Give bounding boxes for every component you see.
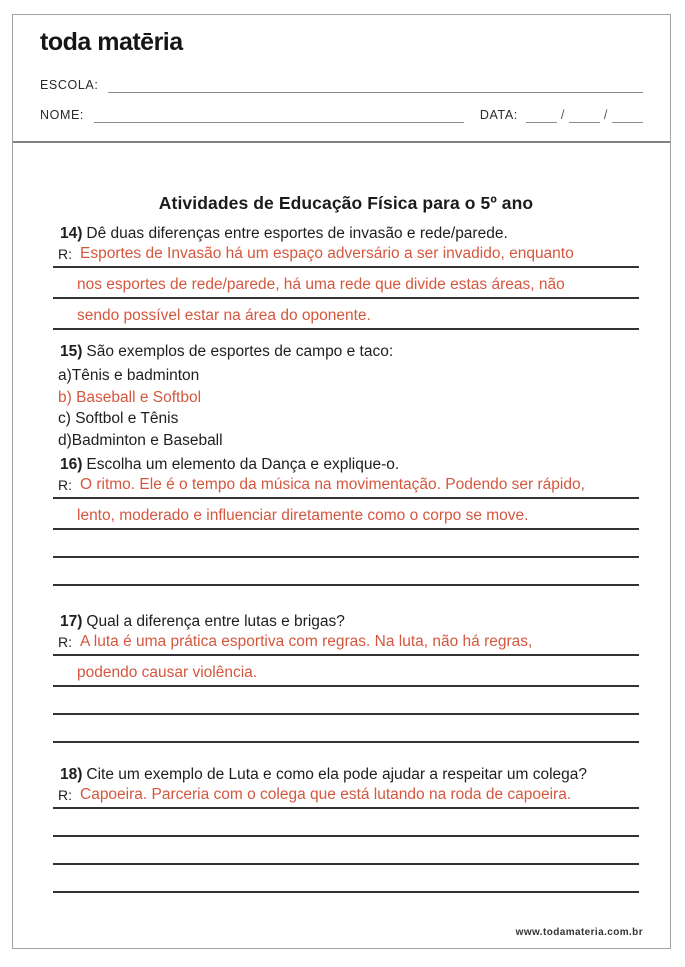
question-heading [60, 612, 639, 632]
question-block [53, 342, 639, 451]
question-number: 14) [60, 225, 83, 242]
school-write-line [108, 77, 643, 93]
answer-label: R: [58, 634, 72, 650]
date-separator: / [560, 108, 565, 122]
answer-text: Capoeira. Parceria com o colega que está lutando na roda de capoeira. [80, 786, 572, 803]
blank-write-line [53, 687, 639, 715]
options-list [58, 365, 639, 451]
question-number: 18) [60, 766, 83, 783]
date-month-line [569, 107, 600, 123]
answer-option: d)Badminton e Baseball [58, 431, 223, 449]
answer-write-line [53, 499, 639, 530]
school-label: ESCOLA: [40, 78, 99, 92]
answer-label: R: [58, 787, 72, 803]
answer-text: lento, moderado e influenciar diretamente como o corpo se move. [77, 507, 529, 524]
questions-container [53, 224, 639, 893]
blank-write-line [53, 809, 639, 837]
question-number: 17) [60, 613, 83, 630]
worksheet-page [12, 14, 671, 949]
blank-write-line [53, 558, 639, 586]
worksheet-footer [516, 927, 643, 938]
answer-write-line [53, 475, 639, 499]
worksheet-body [13, 193, 670, 893]
school-row [40, 76, 643, 93]
name-label: NOME: [40, 108, 84, 122]
page-title: Atividades de Educação Física para o 5º ano [158, 193, 534, 213]
header-divider [13, 141, 670, 143]
blank-write-line [53, 715, 639, 743]
date-day-line [526, 107, 557, 123]
website-url: www.todamateria.com.br [515, 927, 643, 938]
question-text: Escolha um elemento da Dança e explique-o. [86, 456, 400, 473]
worksheet-header [13, 15, 670, 123]
answer-text: podendo causar violência. [77, 664, 258, 681]
answer-write-line [53, 299, 639, 330]
question-heading [60, 224, 639, 244]
question-text: São exemplos de esportes de campo e taco: [86, 343, 394, 360]
answer-label: R: [58, 477, 72, 493]
question-block [53, 612, 639, 743]
question-heading [60, 455, 639, 475]
name-write-line [94, 107, 464, 123]
answer-label: R: [58, 246, 72, 262]
date-label: DATA: [479, 108, 518, 122]
answer-write-line [53, 244, 639, 268]
question-number: 15) [60, 343, 83, 360]
answer-text: Esportes de Invasão há um espaço adversário a ser invadido, enquanto [80, 245, 574, 262]
question-heading [60, 342, 639, 362]
question-block [53, 455, 639, 586]
question-heading [60, 765, 639, 785]
toda-materia-logo: toda matēria [40, 28, 183, 56]
date-year-line [612, 107, 643, 123]
answer-option: c) Softbol e Tênis [58, 410, 179, 427]
blank-write-line [53, 530, 639, 558]
blank-write-line [53, 837, 639, 865]
answer-write-line [53, 656, 639, 687]
answer-text: nos esportes de rede/parede, há uma rede que divide estas áreas, não [77, 276, 565, 293]
answer-text: O ritmo. Ele é o tempo da música na movimentação. Podendo ser rápido, [80, 476, 585, 493]
answer-write-line [53, 268, 639, 299]
answer-write-line [53, 632, 639, 656]
answer-text: A luta é uma prática esportiva com regras. Na luta, não há regras, [80, 633, 533, 650]
date-separator: / [603, 108, 608, 122]
answer-option: b) Baseball e Softbol [58, 388, 202, 406]
blank-write-line [53, 865, 639, 893]
question-text: Qual a diferença entre lutas e brigas? [86, 613, 345, 630]
answer-option: a)Tênis e badminton [58, 367, 200, 384]
question-block [53, 224, 639, 330]
question-text: Dê duas diferenças entre esportes de invasão e rede/parede. [86, 225, 508, 242]
answer-write-line [53, 785, 639, 809]
question-number: 16) [60, 456, 83, 473]
name-date-row [40, 106, 643, 123]
question-block [53, 765, 639, 893]
answer-text: sendo possível estar na área do oponente. [77, 307, 371, 324]
question-text: Cite um exemplo de Luta e como ela pode ajudar a respeitar um colega? [86, 766, 588, 783]
